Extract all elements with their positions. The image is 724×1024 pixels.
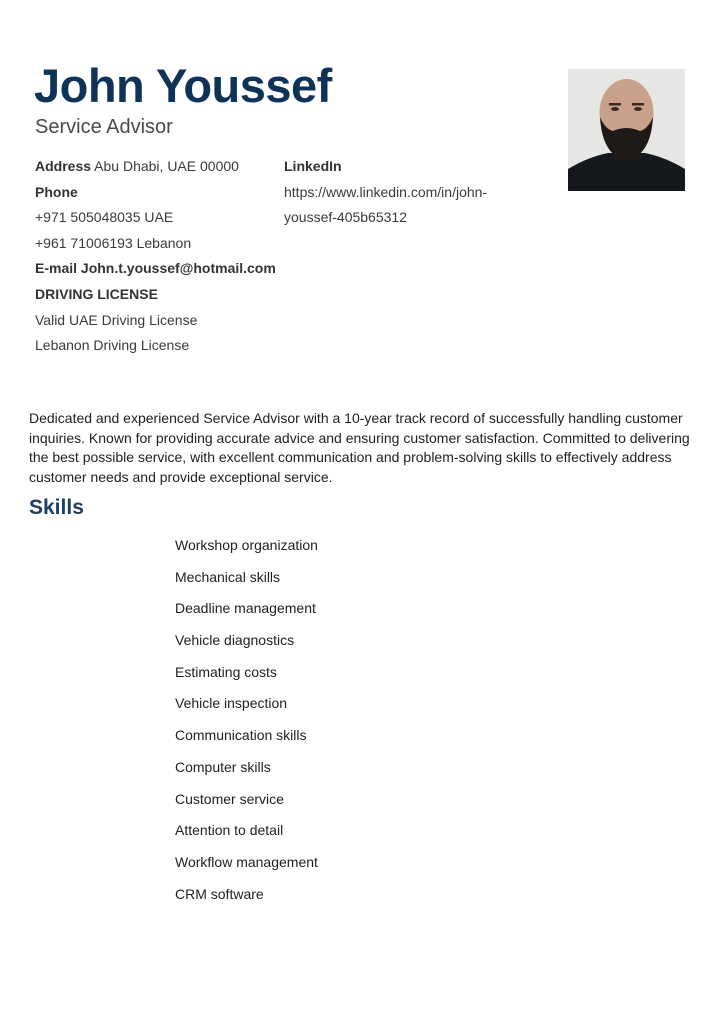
skill-item: Estimating costs: [175, 663, 277, 680]
address-label: Address: [35, 158, 92, 174]
phone-label: Phone: [35, 183, 78, 200]
skill-item: Deadline management: [175, 600, 316, 617]
linkedin-url-line-2[interactable]: youssef-405b65312: [284, 209, 407, 226]
address-row: [35, 154, 276, 180]
skill-item: Workshop organization: [175, 537, 318, 553]
address-value: Abu Dhabi, UAE 00000: [94, 158, 239, 174]
portrait-image: [568, 69, 685, 191]
skill-item: Vehicle diagnostics: [175, 632, 295, 649]
linkedin-url-line-1[interactable]: https://www.linkedin.com/in/john-: [284, 183, 488, 200]
profile-photo: [568, 69, 685, 191]
email-row: [35, 256, 276, 282]
driving-license-label: DRIVING LICENSE: [35, 285, 158, 302]
skill-item: Communication skills: [175, 727, 307, 744]
linkedin-label: LinkedIn: [284, 158, 342, 174]
candidate-name: John Youssef: [34, 59, 332, 112]
job-title: Service Advisor: [35, 116, 173, 138]
phone-uae: +971 505048035 UAE: [35, 209, 174, 226]
email-label: E-mail: [35, 260, 78, 277]
skill-item: Attention to detail: [175, 822, 284, 839]
contact-info: [35, 154, 276, 359]
skill-item: Workflow management: [175, 853, 318, 870]
skill-item: Computer skills: [175, 758, 271, 775]
phone-lebanon: +961 71006193 Lebanon: [35, 234, 192, 251]
skill-item: Customer service: [175, 790, 284, 807]
email-value[interactable]: John.t.youssef@hotmail.com: [80, 260, 276, 277]
skills-list: [175, 533, 318, 913]
license-uae: Valid UAE Driving License: [35, 311, 198, 328]
skills-heading: Skills: [29, 496, 84, 519]
skill-item: Vehicle inspection: [175, 695, 288, 712]
license-lebanon: Lebanon Driving License: [35, 337, 190, 354]
professional-summary: Dedicated and experienced Service Advisor with a 10-year track record of successfully handling customer inquiries. Known for providing accurate advice and ensuring customer satisfaction. Committed to delivering the best possible service, with excellent communication and problem-solving skills to effectively address customer needs and provide exceptional service.: [29, 410, 690, 485]
skill-item: CRM software: [175, 885, 264, 902]
linkedin-info: [284, 154, 487, 231]
skill-item: Mechanical skills: [175, 568, 281, 585]
